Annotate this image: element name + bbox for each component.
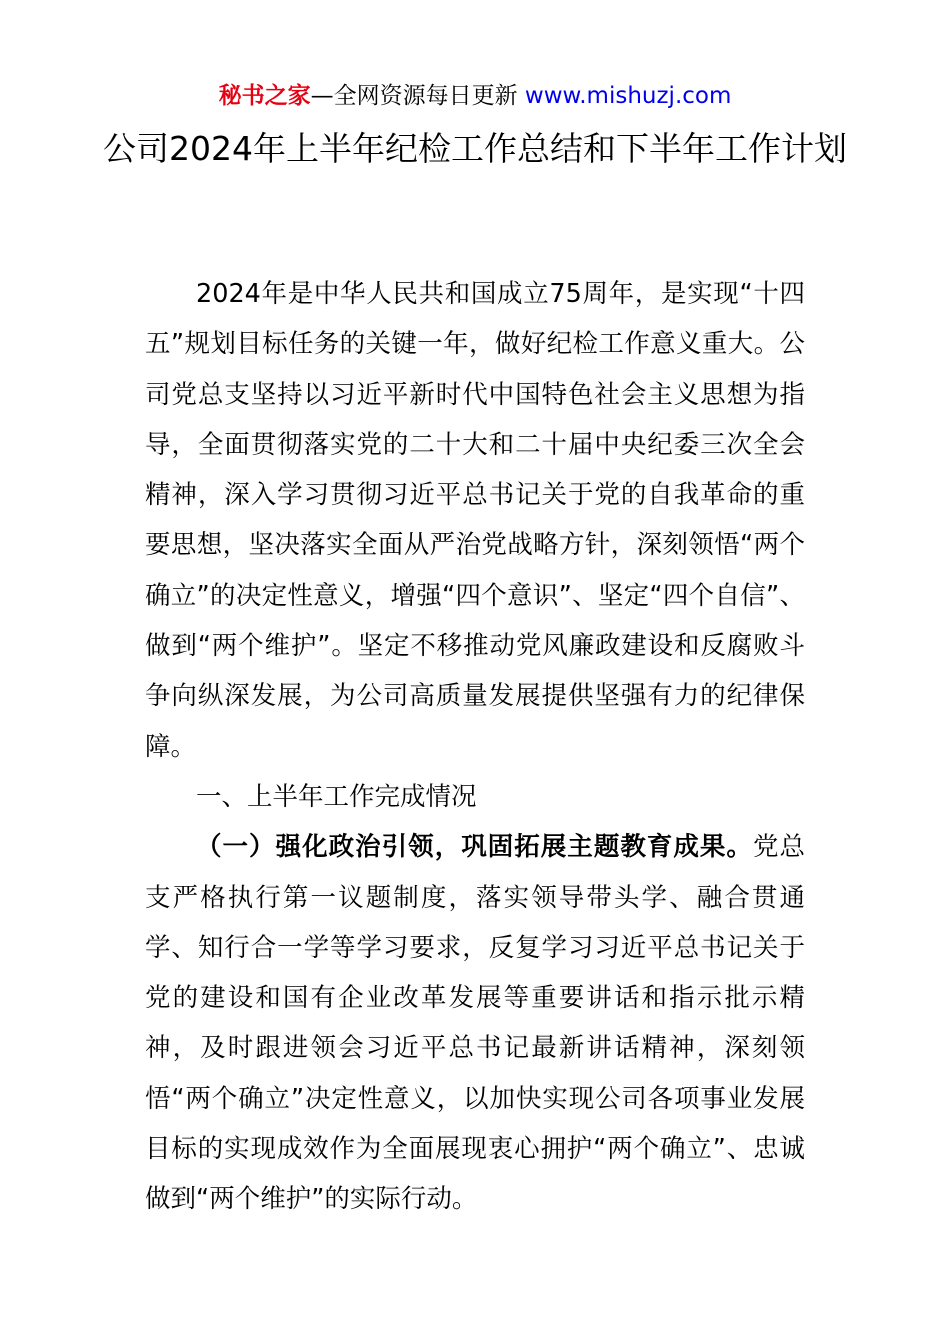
section-heading: 一、上半年工作完成情况 [196,781,477,812]
document-body [145,269,805,1225]
site-url-link[interactable]: www.mishuzj.com [524,83,732,109]
site-tagline: —全网资源每日更新 [310,83,518,109]
site-name: 秘书之家 [218,83,311,109]
subsection-heading: （一）强化政治引领，巩固拓展主题教育成果。 [196,832,753,863]
site-header [0,80,950,112]
subsection-text: 党总支严格执行第一议题制度，落实领导带头学、融合贯通学、知行合一学等学习要求，反复学习习近平总书记关于党的建设和国有企业改革发展等重要讲话和指示批示精神，及时跟进领会习近平总书记最新讲话精神，深刻领悟“两个确立”决定性意义，以加快实现公司各项事业发展目标的实现成效作为全面展现衷心拥护“两个确立”、忠诚做到“两个维护”的实际行动。 [145,832,805,1215]
document-title: 公司2024年上半年纪检工作总结和下半年工作计划 [103,129,847,168]
subsection-paragraph [145,822,805,1224]
intro-paragraph: 2024年是中华人民共和国成立75周年，是实现“十四五”规划目标任务的关键一年，做好纪检工作意义重大。公司党总支坚持以习近平新时代中国特色社会主义思想为指导，全面贯彻落实党的二十大和二十届中央纪委三次全会精神，深入学习贯彻习近平总书记关于党的自我革命的重要思想，坚决落实全面从严治党战略方针，深刻领悟“两个确立”的决定性意义，增强“四个意识”、坚定“四个自信”、做到“两个维护”。坚定不移推动党风廉政建设和反腐败斗争向纵深发展，为公司高质量发展提供坚强有力的纪律保障。 [145,279,805,762]
